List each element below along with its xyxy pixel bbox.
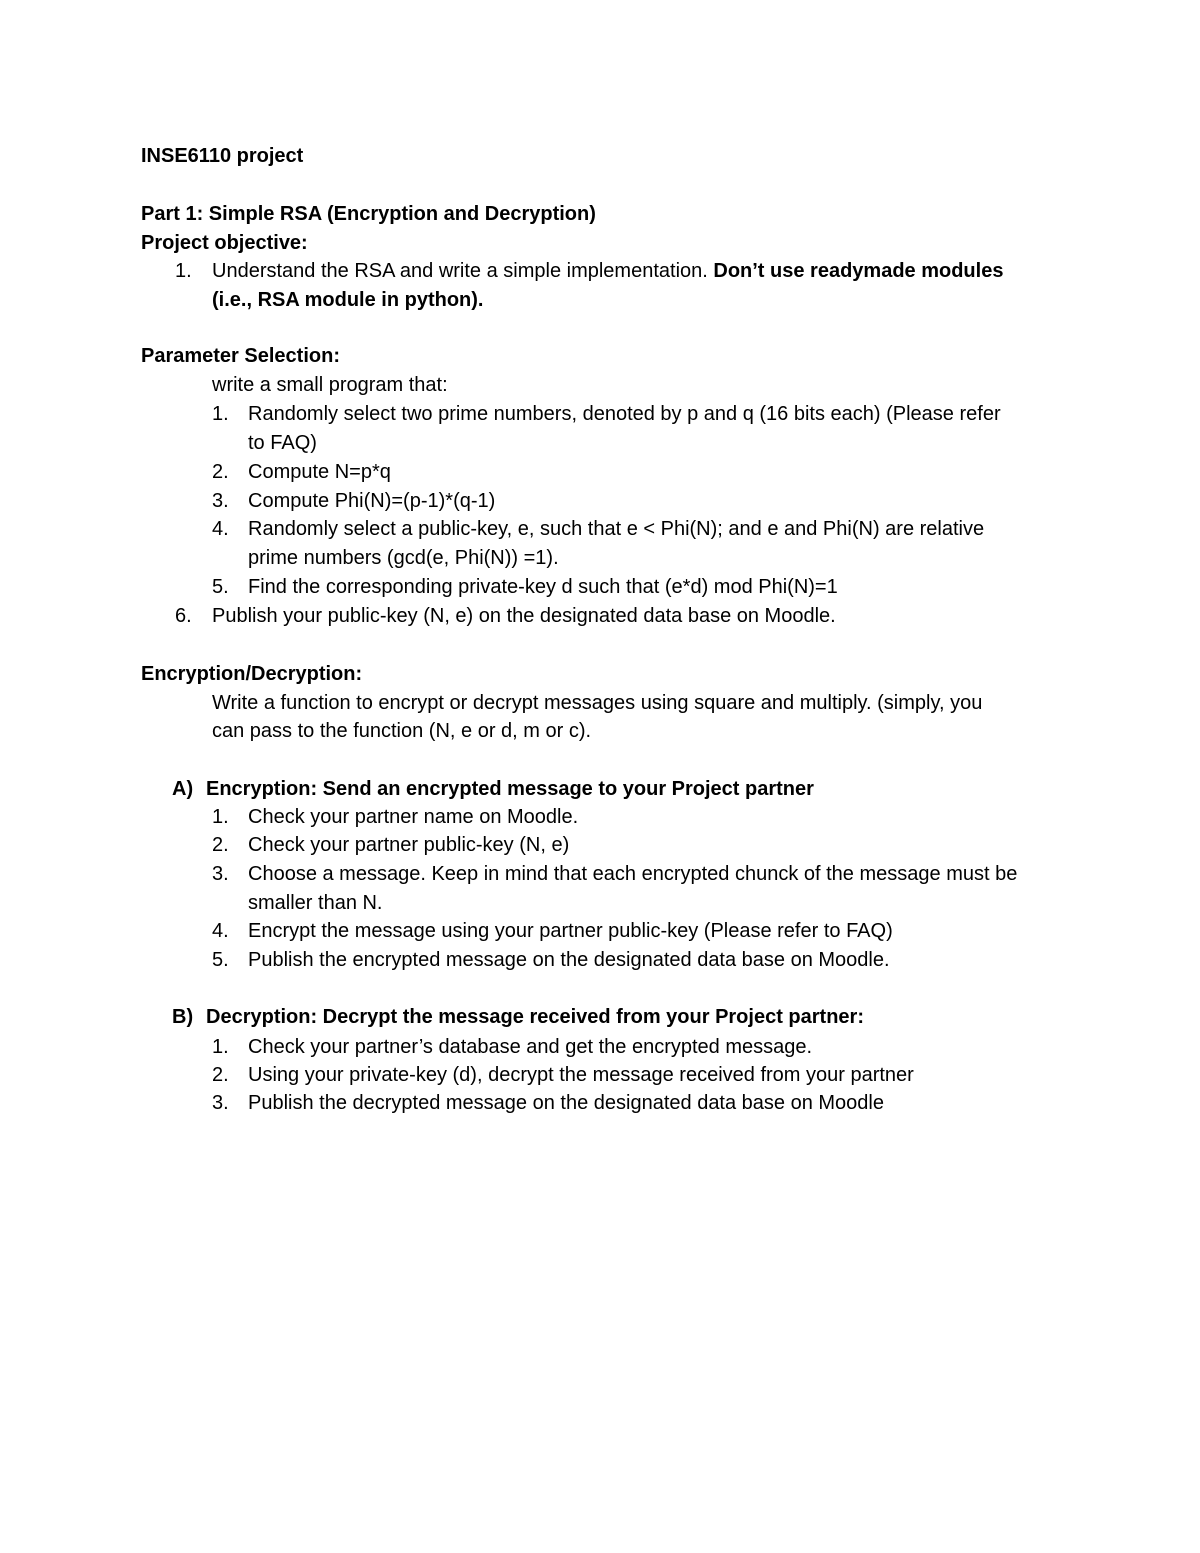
- param-item-number: 3.: [212, 490, 229, 512]
- param-item-text: Compute Phi(N)=(p-1)*(q-1): [248, 490, 496, 512]
- objective-heading: Project objective:: [141, 232, 308, 254]
- param-item-number: 5.: [212, 576, 229, 598]
- section-b-item-text: Using your private-key (d), decrypt the message received from your partner: [248, 1064, 914, 1086]
- objective-item-number: 1.: [175, 260, 192, 282]
- section-b-item-text: Publish the decrypted message on the designated data base on Moodle: [248, 1092, 884, 1114]
- section-a-label: A): [172, 778, 194, 800]
- param-item-number: 6.: [175, 605, 192, 627]
- section-a-item-number: 5.: [212, 949, 229, 971]
- part1-heading: Part 1: Simple RSA (Encryption and Decryption): [141, 203, 596, 225]
- section-b-label: B): [172, 1006, 194, 1028]
- encdec-heading: Encryption/Decryption:: [141, 663, 363, 685]
- section-b-item-number: 1.: [212, 1036, 229, 1058]
- objective-text-bold: Don’t use readymade modules: [713, 260, 1004, 282]
- section-a-item-text: Publish the encrypted message on the designated data base on Moodle.: [248, 949, 890, 971]
- section-a-item-text: Check your partner name on Moodle.: [248, 806, 579, 828]
- section-a-item-text: Check your partner public-key (N, e): [248, 834, 570, 856]
- section-a-item-number: 2.: [212, 834, 229, 856]
- section-a-item-number: 1.: [212, 806, 229, 828]
- section-b-item-text: Check your partner’s database and get the encrypted message.: [248, 1036, 813, 1058]
- param-item-text-cont: to FAQ): [248, 432, 317, 454]
- param-item-number: 2.: [212, 461, 229, 483]
- param-item-text: Find the corresponding private-key d such that (e*d) mod Phi(N)=1: [248, 576, 838, 598]
- section-b-item-number: 2.: [212, 1064, 229, 1086]
- param-item-text: Compute N=p*q: [248, 461, 391, 483]
- section-a-item-text: Encrypt the message using your partner public-key (Please refer to FAQ): [248, 920, 893, 942]
- section-a-item-text-cont: smaller than N.: [248, 892, 383, 914]
- section-a-heading: Encryption: Send an encrypted message to your Project partner: [206, 778, 814, 800]
- section-a-item-number: 3.: [212, 863, 229, 885]
- parameter-selection-heading: Parameter Selection:: [141, 345, 340, 367]
- objective-text-plain: Understand the RSA and write a simple implementation.: [212, 260, 714, 282]
- encdec-paragraph-line: can pass to the function (N, e or d, m or c).: [212, 720, 592, 742]
- param-item-text: Randomly select two prime numbers, denoted by p and q (16 bits each) (Please refer: [248, 403, 1001, 425]
- parameter-intro: write a small program that:: [212, 374, 448, 396]
- section-b-heading: Decryption: Decrypt the message received from your Project partner:: [206, 1006, 864, 1028]
- objective-item-continuation: (i.e., RSA module in python).: [212, 289, 484, 311]
- encdec-paragraph-line: Write a function to encrypt or decrypt messages using square and multiply. (simply, you: [212, 692, 983, 714]
- section-a-item-number: 4.: [212, 920, 229, 942]
- param-item-text: Publish your public-key (N, e) on the designated data base on Moodle.: [212, 605, 836, 627]
- param-item-text: Randomly select a public-key, e, such that e < Phi(N); and e and Phi(N) are relative: [248, 518, 985, 540]
- param-item-text-cont: prime numbers (gcd(e, Phi(N)) =1).: [248, 547, 559, 569]
- section-b-item-number: 3.: [212, 1092, 229, 1114]
- section-a-item-text: Choose a message. Keep in mind that each encrypted chunck of the message must be: [248, 863, 1018, 885]
- param-item-number: 4.: [212, 518, 229, 540]
- objective-item-text: [212, 257, 1003, 286]
- param-item-number: 1.: [212, 403, 229, 425]
- doc-title: INSE6110 project: [141, 145, 304, 167]
